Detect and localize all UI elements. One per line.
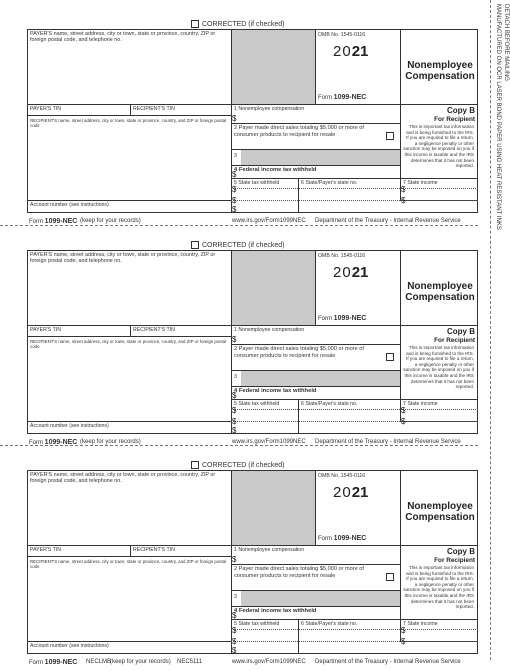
box2-label: 2 Payer made direct sales totaling $5,000 or more of consumer products to recipient for resale [234, 346, 364, 359]
box4-label: 4 Federal income tax withheld [234, 608, 317, 614]
box3-label: 3 [234, 594, 237, 600]
shaded-box-3 [241, 150, 400, 165]
footer-dept: Department of the Treasury - Internal Revenue Service [315, 439, 461, 445]
box6-label: 6 State/Payer's state no. [301, 401, 358, 407]
recipient-tin-label: RECIPIENT'S TIN [133, 106, 175, 112]
form-id: Form 1099-NEC [318, 94, 367, 101]
shaded-area [232, 30, 315, 104]
for-recipient-label: For Recipient [434, 337, 475, 344]
box2-checkbox[interactable] [386, 132, 394, 140]
corrected-label: CORRECTED (if checked) [202, 242, 285, 249]
form-1099-nec: CORRECTED (if checked) PAYER'S name, street address, city or town, state or province, country, ZIP or foreign postal code, and telephone no. OMB No. 1545-0116 2021 Form 1099-NEC Nonemployee Compensation PAYER'S TIN RECIPIENT'S TIN RECIPIENT'S name, street address, city or town, state or province, country, and ZIP or foreign postal code Account number (see instructions) 1 Nonemployee compensation $ 2 Payer made direct sales totaling $5,000 or more of consumer products to recipient for resale 3 4 Federal income tax withheld $ 5 State tax withheld $ $ $ 6 State/Payer's state no. 7 State income $ $ Copy B For Recipient This is important tax information and is being furnished to the IRS. If you are required to file a return, a negligence penalty or other sanction may be imposed on you if this income is taxable and the IRS determines that it has not been reported. Form 1099-NEC (keep for your records) www.irs.gov/Form1099NEC Department of the Treasury - Internal Revenue Service [0, 241, 478, 451]
box3-label: 3 [234, 374, 237, 380]
shaded-area [232, 471, 315, 545]
corrected-checkbox[interactable] [191, 461, 199, 469]
box1-label: 1 Nonemployee compensation [234, 106, 305, 112]
footer-code2: NEC5111 [177, 659, 203, 665]
form-1099-nec: CORRECTED (if checked) PAYER'S name, street address, city or town, state or province, country, ZIP or foreign postal code, and telephone no. OMB No. 1545-0116 2021 Form 1099-NEC Nonemployee Compensation PAYER'S TIN RECIPIENT'S TIN RECIPIENT'S name, street address, city or town, state or province, country, and ZIP or foreign postal code Account number (see instructions) 1 Nonemployee compensation $ 2 Payer made direct sales totaling $5,000 or more of consumer products to recipient for resale 3 4 Federal income tax withheld $ 5 State tax withheld $ $ $ 6 State/Payer's state no. 7 State income $ $ Copy B For Recipient This is important tax information and is being furnished to the IRS. If you are required to file a return, a negligence penalty or other sanction may be imposed on you if this income is taxable and the IRS determines that it has not been reported. Form 1099-NEC (keep for your records) www.irs.gov/Form1099NEC Department of the Treasury - Internal Revenue Service [0, 20, 478, 230]
payer-tin-label: PAYER'S TIN [30, 327, 61, 333]
form-id: Form 1099-NEC [318, 315, 367, 322]
footer-url: www.irs.gov/Form1099NEC [232, 218, 306, 224]
box7-label: 7 State income [403, 621, 438, 627]
box7-label: 7 State income [403, 180, 438, 186]
box5-label: 5 State tax withheld [234, 180, 280, 186]
box1-label: 1 Nonemployee compensation [234, 547, 305, 553]
footer-code1: NECLMB [86, 659, 112, 665]
omb-number: OMB No. 1545-0116 [318, 32, 366, 38]
form-title: Nonemployee Compensation [405, 281, 475, 303]
box3-label: 3 [234, 153, 237, 159]
account-number-label: Account number (see instructions) [30, 643, 109, 649]
footer-form-id: Form 1099-NEC [29, 439, 78, 446]
box1-label: 1 Nonemployee compensation [234, 327, 305, 333]
recipient-name-label: RECIPIENT'S name, street address, city or town, state or province, country, and ZIP or foreign postal code [30, 339, 227, 349]
payer-name-label: PAYER'S name, street address, city or town, state or province, country, ZIP or foreign postal code, and telephone no. [30, 472, 216, 484]
paper-note-text: MANUFACTURED ON OCR LASER BOND PAPER USING HEAT RESISTANT INKS [495, 4, 501, 230]
omb-number: OMB No. 1545-0116 [318, 253, 366, 259]
corrected-checkbox[interactable] [191, 20, 199, 28]
account-number-label: Account number (see instructions) [30, 423, 109, 429]
detach-line [490, 0, 491, 660]
box5-label: 5 State tax withheld [234, 621, 280, 627]
shaded-box-3 [241, 591, 400, 606]
notice-text: This is important tax information and is being furnished to the IRS. If you are required to file a return, a negligence penalty or other sanction may be imposed on you if this income is taxable and the IRS determines that it has not been reported. [403, 124, 474, 169]
footer-url: www.irs.gov/Form1099NEC [232, 659, 306, 665]
box2-label: 2 Payer made direct sales totaling $5,000 or more of consumer products to recipient for resale [234, 125, 364, 138]
tax-year: 2021 [333, 43, 369, 60]
tax-year: 2021 [333, 484, 369, 501]
copy-b-label: Copy B [447, 547, 475, 556]
corrected-label: CORRECTED (if checked) [202, 462, 285, 469]
shaded-area [232, 251, 315, 325]
footer-form-id: Form 1099-NEC [29, 659, 78, 666]
form-title: Nonemployee Compensation [405, 60, 475, 82]
omb-number: OMB No. 1545-0116 [318, 473, 366, 479]
detach-text: DETACH BEFORE MAILING [503, 4, 509, 81]
copy-b-label: Copy B [447, 327, 475, 336]
box2-checkbox[interactable] [386, 353, 394, 361]
footer-dept: Department of the Treasury - Internal Revenue Service [315, 659, 461, 665]
payer-tin-label: PAYER'S TIN [30, 106, 61, 112]
for-recipient-label: For Recipient [434, 116, 475, 123]
footer-dept: Department of the Treasury - Internal Revenue Service [315, 218, 461, 224]
account-number-label: Account number (see instructions) [30, 202, 109, 208]
footer-keep: (keep for your records) [80, 439, 141, 445]
recipient-tin-label: RECIPIENT'S TIN [133, 547, 175, 553]
box4-label: 4 Federal income tax withheld [234, 167, 317, 173]
corrected-label: CORRECTED (if checked) [202, 21, 285, 28]
box6-label: 6 State/Payer's state no. [301, 180, 358, 186]
payer-tin-label: PAYER'S TIN [30, 547, 61, 553]
form-title: Nonemployee Compensation [405, 501, 475, 523]
box6-label: 6 State/Payer's state no. [301, 621, 358, 627]
cut-line [0, 445, 478, 446]
corrected-checkbox[interactable] [191, 241, 199, 249]
footer-keep: (keep for your records) [80, 218, 141, 224]
recipient-name-label: RECIPIENT'S name, street address, city or town, state or province, country, and ZIP or foreign postal code [30, 559, 227, 569]
side-margin [488, 0, 510, 660]
footer-form-id: Form 1099-NEC [29, 218, 78, 225]
payer-name-label: PAYER'S name, street address, city or town, state or province, country, ZIP or foreign postal code, and telephone no. [30, 252, 216, 264]
recipient-name-label: RECIPIENT'S name, street address, city or town, state or province, country, and ZIP or foreign postal code [30, 118, 227, 128]
notice-text: This is important tax information and is being furnished to the IRS. If you are required to file a return, a negligence penalty or other sanction may be imposed on you if this income is taxable and the IRS determines that it has not been reported. [403, 565, 474, 610]
form-1099-nec: CORRECTED (if checked) PAYER'S name, street address, city or town, state or province, country, ZIP or foreign postal code, and telephone no. OMB No. 1545-0116 2021 Form 1099-NEC Nonemployee Compensation PAYER'S TIN RECIPIENT'S TIN RECIPIENT'S name, street address, city or town, state or province, country, and ZIP or foreign postal code Account number (see instructions) 1 Nonemployee compensation $ 2 Payer made direct sales totaling $5,000 or more of consumer products to recipient for resale 3 4 Federal income tax withheld $ 5 State tax withheld $ $ $ 6 State/Payer's state no. 7 State income $ $ Copy B For Recipient This is important tax information and is being furnished to the IRS. If you are required to file a return, a negligence penalty or other sanction may be imposed on you if this income is taxable and the IRS determines that it has not been reported. Form 1099-NEC NECLMB (keep for your records) NEC5111 www.irs.gov/Form1099NEC Department of the Treasury - Internal Revenue Service [0, 461, 478, 671]
shaded-box-3 [241, 371, 400, 386]
box2-checkbox[interactable] [386, 573, 394, 581]
recipient-tin-label: RECIPIENT'S TIN [133, 327, 175, 333]
footer-keep: (keep for your records) [110, 659, 171, 665]
box5-label: 5 State tax withheld [234, 401, 280, 407]
payer-name-label: PAYER'S name, street address, city or town, state or province, country, ZIP or foreign postal code, and telephone no. [30, 31, 216, 43]
tax-year: 2021 [333, 264, 369, 281]
cut-line [0, 225, 478, 226]
for-recipient-label: For Recipient [434, 557, 475, 564]
copy-b-label: Copy B [447, 106, 475, 115]
box2-label: 2 Payer made direct sales totaling $5,000 or more of consumer products to recipient for resale [234, 566, 364, 579]
box4-label: 4 Federal income tax withheld [234, 388, 317, 394]
footer-url: www.irs.gov/Form1099NEC [232, 439, 306, 445]
box7-label: 7 State income [403, 401, 438, 407]
form-id: Form 1099-NEC [318, 535, 367, 542]
notice-text: This is important tax information and is being furnished to the IRS. If you are required to file a return, a negligence penalty or other sanction may be imposed on you if this income is taxable and the IRS determines that it has not been reported. [403, 345, 474, 390]
